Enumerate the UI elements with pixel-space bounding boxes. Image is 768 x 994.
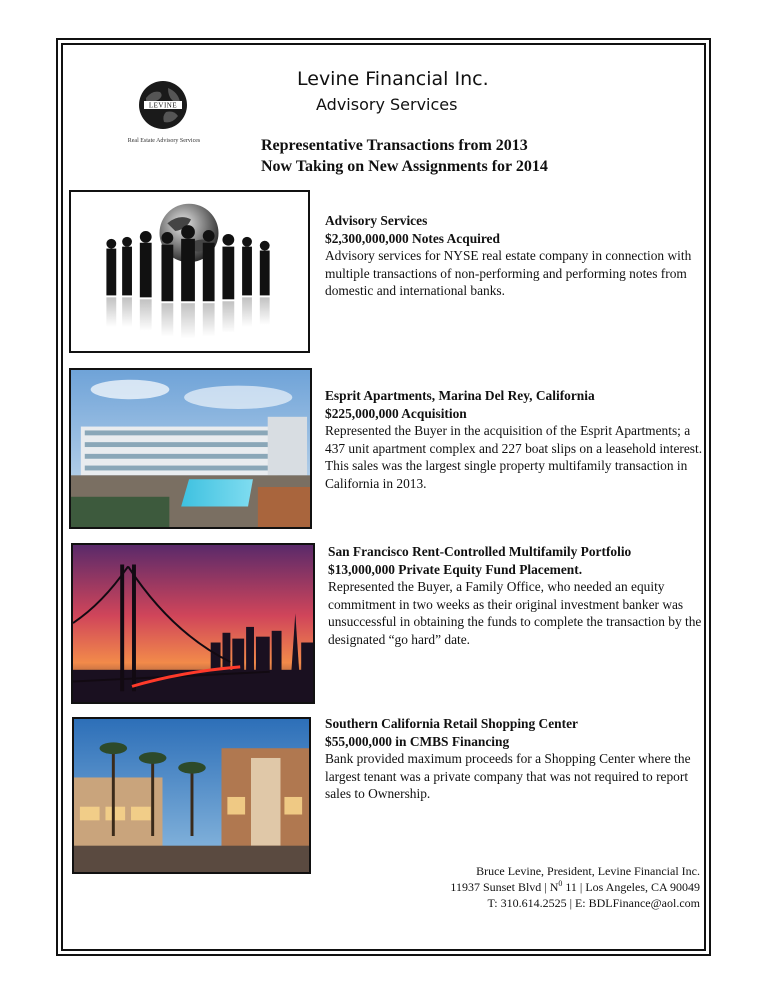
globe-logo-icon bbox=[138, 80, 188, 130]
transaction-amount: $2,300,000,000 Notes Acquired bbox=[325, 230, 500, 246]
headline-line-2: Now Taking on New Assignments for 2014 bbox=[261, 158, 548, 175]
transaction-title: Advisory Services bbox=[325, 213, 428, 228]
transaction-amount: $55,000,000 in CMBS Financing bbox=[325, 733, 510, 749]
transaction-title: San Francisco Rent-Controlled Multifamily Portfolio bbox=[328, 544, 632, 559]
transaction-2 bbox=[325, 387, 710, 493]
logo-text: LEVINE bbox=[148, 101, 178, 110]
footer-contact: T: 310.614.2525 | E: BDLFinance@aol.com bbox=[487, 896, 700, 910]
company-name: Levine Financial Inc. bbox=[297, 68, 489, 90]
transaction-description: Advisory services for NYSE real estate company in connection with multiple transactions of non-performing and performing notes from domestic and international banks. bbox=[325, 248, 692, 299]
transaction-description: Represented the Buyer in the acquisition of the Esprit Apartments; a 437 unit apartment complex and 227 boat slips on a leasehold interest. This sales was the largest single property multifamily transaction in California in 2013. bbox=[325, 423, 703, 491]
shopping-center-image bbox=[72, 717, 311, 874]
headline-line-1: Representative Transactions from 2013 bbox=[261, 137, 528, 154]
transaction-1 bbox=[325, 212, 705, 300]
transaction-description: Bank provided maximum proceeds for a Shopping Center where the largest tenant was a private company that was not required to report sales to Ownership. bbox=[325, 751, 691, 802]
transaction-3 bbox=[328, 543, 708, 649]
businesspeople-globe-image bbox=[69, 190, 310, 353]
footer-name: Bruce Levine, President, Levine Financial Inc. bbox=[476, 864, 700, 878]
transaction-4 bbox=[325, 715, 705, 803]
transaction-description: Represented the Buyer, a Family Office, who needed an equity commitment in two weeks as their original investment banker was unsuccessful in obtaining the funds to complete the transaction by the designated “go hard” date. bbox=[328, 579, 702, 647]
contact-footer bbox=[450, 863, 700, 911]
transaction-title: Southern California Retail Shopping Center bbox=[325, 716, 578, 731]
company-subtitle: Advisory Services bbox=[316, 95, 458, 114]
transaction-title: Esprit Apartments, Marina Del Rey, California bbox=[325, 388, 595, 403]
transaction-amount: $13,000,000 Private Equity Fund Placement. bbox=[328, 561, 583, 577]
apartment-pool-image bbox=[69, 368, 312, 529]
logo-caption: Real Estate Advisory Services bbox=[127, 138, 201, 144]
footer-address: 11937 Sunset Blvd | $N^0$ 11 | Los Angeles, CA 90049 bbox=[450, 879, 700, 894]
transaction-amount: $225,000,000 Acquisition bbox=[325, 405, 467, 421]
bay-bridge-sunset-image bbox=[71, 543, 315, 704]
